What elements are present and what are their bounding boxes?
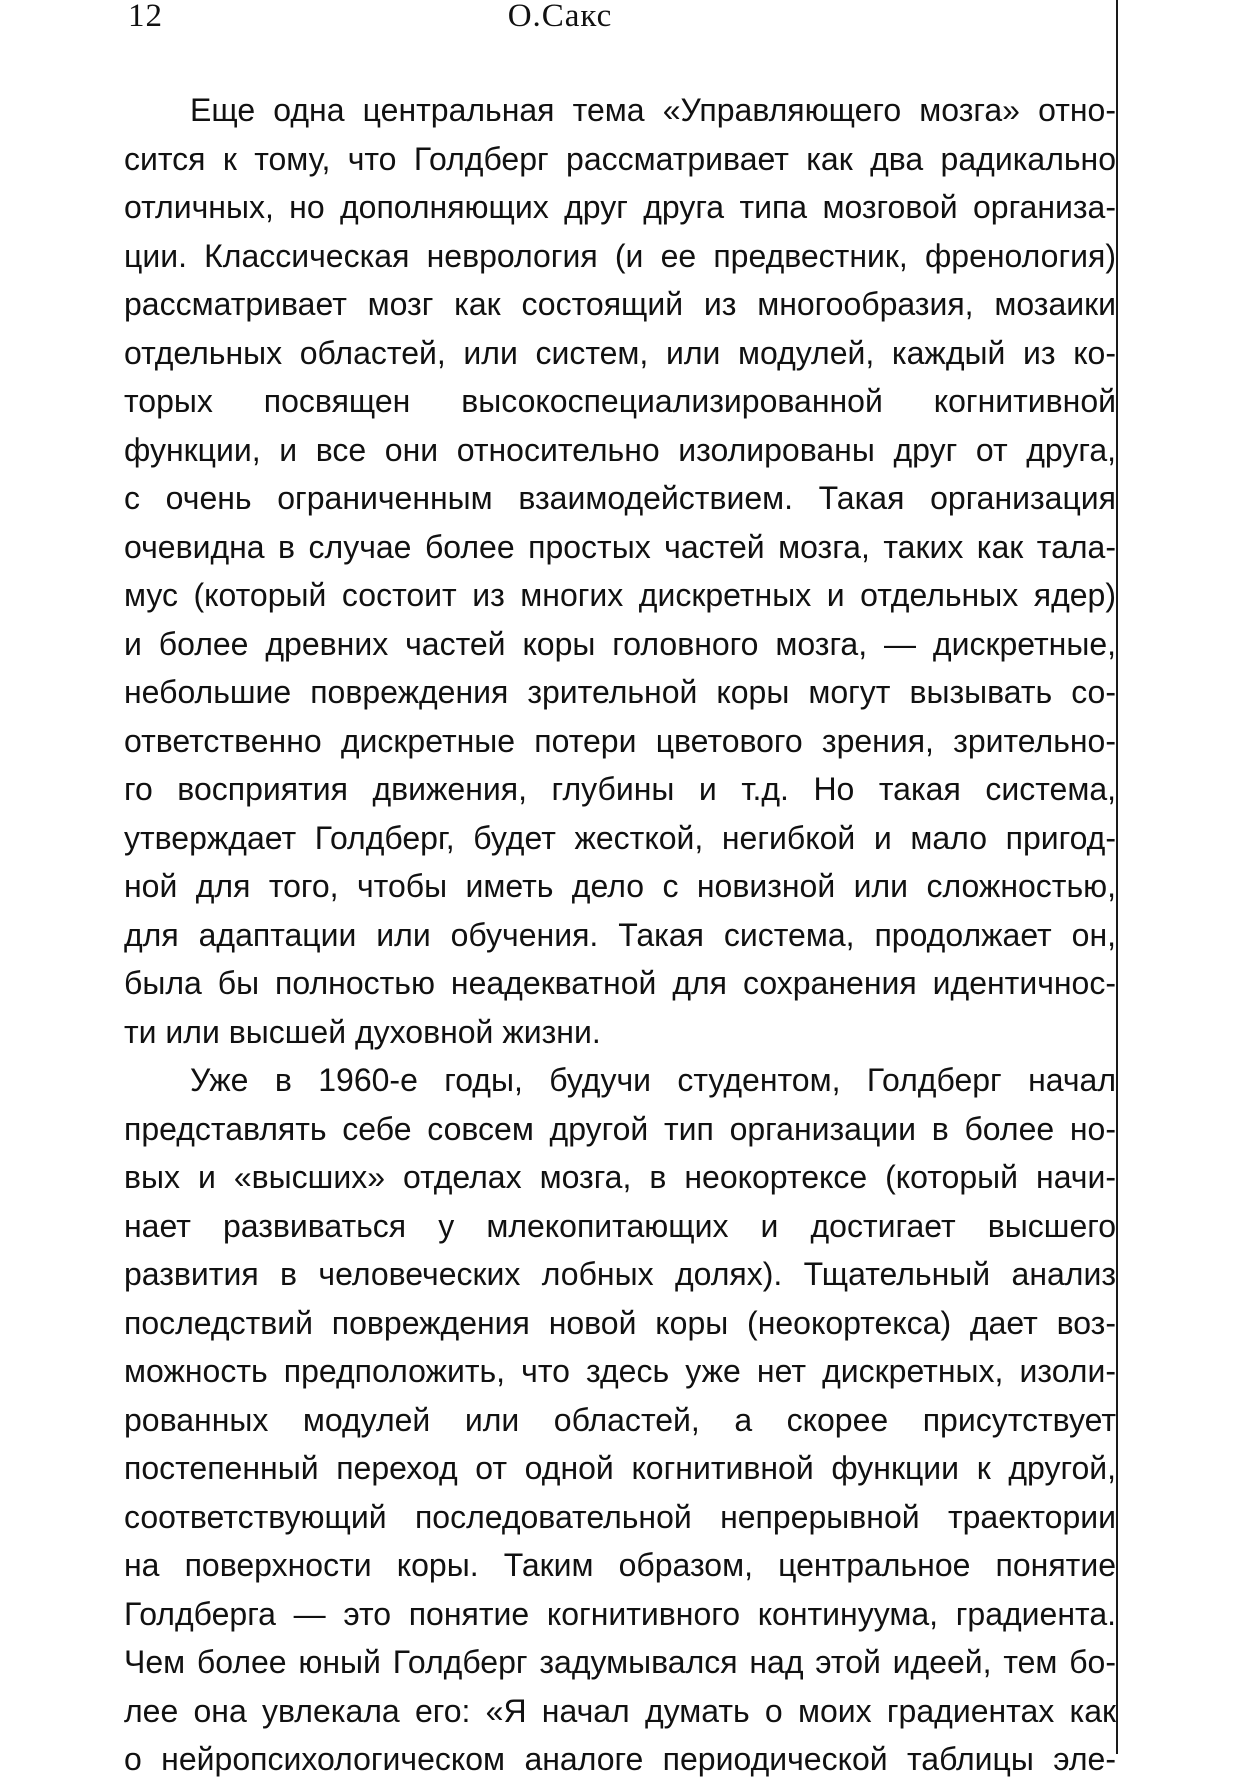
text-line: рованных модулей или областей, а скорее присутствует bbox=[124, 1401, 1116, 1438]
paragraph-2 bbox=[124, 1056, 1116, 1784]
paragraph-1 bbox=[124, 86, 1116, 1056]
text-line: представлять себе совсем другой тип организации в более но- bbox=[124, 1110, 1116, 1147]
text-line: го восприятия движения, глубины и т.д. Но такая система, bbox=[124, 771, 1116, 807]
text-line: с очень ограниченным взаимодействием. Такая организация bbox=[124, 480, 1116, 516]
text-line: очевидна в случае более простых частей мозга, таких как тала- bbox=[124, 528, 1116, 565]
text-line: торых посвящен высокоспециализированной когнитивной bbox=[124, 383, 1116, 419]
text-line: ти или высшей духовной жизни. bbox=[124, 1013, 601, 1050]
text-line: Еще одна центральная тема «Управляющего мозга» отно- bbox=[190, 92, 1116, 128]
running-title: О.Сакс bbox=[507, 0, 613, 34]
text-line: ной для того, чтобы иметь дело с новизной или сложностью, bbox=[124, 868, 1116, 904]
text-line: и более древних частей коры головного мозга, — дискретные, bbox=[124, 625, 1116, 662]
page-number: 12 bbox=[128, 0, 163, 34]
text-line: ответственно дискретные потери цветового зрения, зрительно- bbox=[124, 722, 1116, 759]
text-line: лее она увлекала его: «Я начал думать о моих градиентах как bbox=[124, 1692, 1116, 1729]
text-line: можность предположить, что здесь уже нет дискретных, изоли- bbox=[124, 1353, 1116, 1389]
text-line: для адаптации или обучения. Такая система, продолжает он, bbox=[124, 916, 1116, 953]
text-line: последствий повреждения новой коры (неокортекса) дает воз- bbox=[124, 1304, 1116, 1341]
text-line: ции. Классическая неврология (и ее предвестник, френология) bbox=[124, 237, 1116, 274]
text-line: нает развиваться у млекопитающих и достигает высшего bbox=[124, 1207, 1116, 1244]
text-line: постепенный переход от одной когнитивной функции к другой, bbox=[124, 1450, 1116, 1486]
text-line: функции, и все они относительно изолированы друг от друга, bbox=[124, 431, 1116, 468]
text-line: отдельных областей, или систем, или модулей, каждый из ко- bbox=[124, 334, 1116, 371]
text-line: Уже в 1960-е годы, будучи студентом, Голдберг начал bbox=[190, 1062, 1116, 1098]
text-line: Голдберга — это понятие когнитивного континуума, градиента. bbox=[124, 1595, 1116, 1632]
text-line: утверждает Голдберг, будет жесткой, негибкой и мало пригод- bbox=[124, 819, 1116, 856]
page-edge-rule bbox=[1116, 0, 1118, 1754]
text-line: мус (который состоит из многих дискретных и отдельных ядер) bbox=[124, 577, 1116, 613]
text-line: небольшие повреждения зрительной коры могут вызывать со- bbox=[124, 674, 1116, 710]
text-line: вых и «высших» отделах мозга, в неокортексе (который начи- bbox=[124, 1159, 1116, 1195]
text-line: о нейропсихологическом аналоге периодической таблицы эле- bbox=[124, 1741, 1116, 1777]
text-line: соответствующий последовательной непрерывной траектории bbox=[124, 1498, 1116, 1535]
text-line: на поверхности коры. Таким образом, центральное понятие bbox=[124, 1547, 1116, 1583]
text-line: рассматривает мозг как состоящий из многообразия, мозаики bbox=[124, 286, 1116, 322]
text-line: отличных, но дополняющих друг друга типа мозговой организа- bbox=[124, 189, 1116, 225]
body-text bbox=[124, 86, 1116, 1784]
text-line: сится к тому, что Голдберг рассматривает как два радикально bbox=[124, 140, 1116, 177]
text-line: была бы полностью неадекватной для сохранения идентичнос- bbox=[124, 965, 1116, 1001]
text-line: Чем более юный Голдберг задумывался над этой идеей, тем бо- bbox=[124, 1644, 1116, 1680]
text-line: развития в человеческих лобных долях). Тщательный анализ bbox=[124, 1256, 1116, 1292]
